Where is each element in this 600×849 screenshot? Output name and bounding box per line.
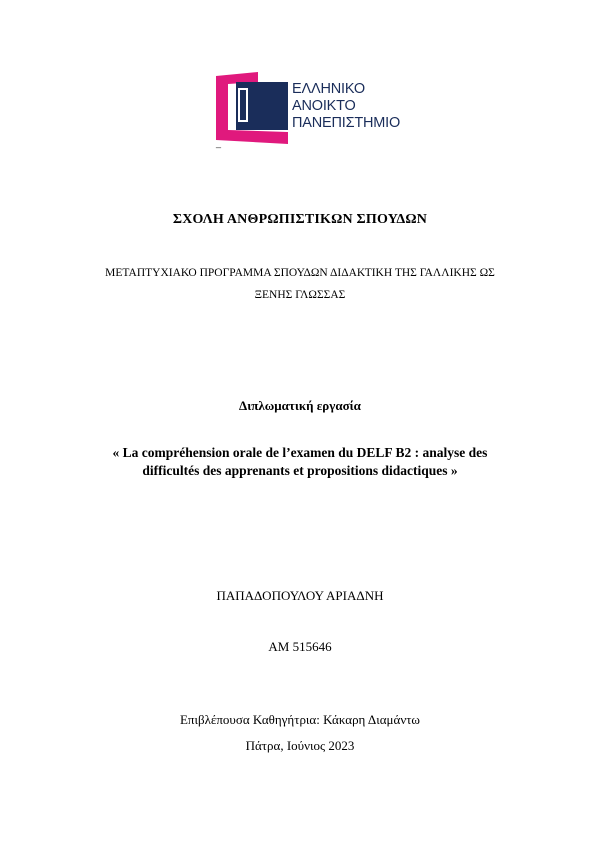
university-name-line: ΕΛΛΗΝΙΚΟ: [292, 81, 365, 97]
university-name-line: ΑΝΟΙΚΤΟ: [292, 98, 356, 114]
thesis-title-line: « La compréhension orale de l’examen du DELF B2 : analyse des: [112, 445, 488, 460]
student-id: ΑΜ 515646: [268, 639, 332, 654]
thesis-type: Διπλωματική εργασία: [239, 398, 361, 413]
program-name-line: ΞΕΝΗΣ ΓΛΩΣΣΑΣ: [254, 289, 346, 301]
program-name-line: ΜΕΤΑΠΤΥΧΙΑΚΟ ΠΡΟΓΡΑΜΜΑ ΣΠΟΥΔΩΝ ΔΙΔΑΚΤΙΚΗ ΤΗΣ ΓΑΛΛΙΚΗΣ ΩΣ: [105, 267, 495, 279]
university-name-line: ΠΑΝΕΠΙΣΤΗΜΙΟ: [292, 115, 401, 131]
supervisor: Επιβλέπουσα Καθηγήτρια: Κάκαρη Διαμάντω: [179, 712, 420, 727]
university-name: [292, 81, 400, 132]
university-logo-mark-icon: [216, 72, 288, 144]
author-name: ΠΑΠΑΔΟΠΟΥΛΟΥ ΑΡΙΑΔΝΗ: [216, 588, 384, 603]
thesis-title: [0, 444, 600, 480]
program-name: [0, 262, 600, 306]
university-logo: [216, 72, 416, 146]
thesis-title-line: difficultés des apprenants et propositions didactiques »: [142, 463, 458, 478]
place-date: Πάτρα, Ιούνιος 2023: [245, 738, 355, 753]
logo-dash: _: [216, 138, 222, 148]
school-name: ΣΧΟΛΗ ΑΝΘΡΩΠΙΣΤΙΚΩΝ ΣΠΟΥΔΩΝ: [172, 212, 428, 227]
